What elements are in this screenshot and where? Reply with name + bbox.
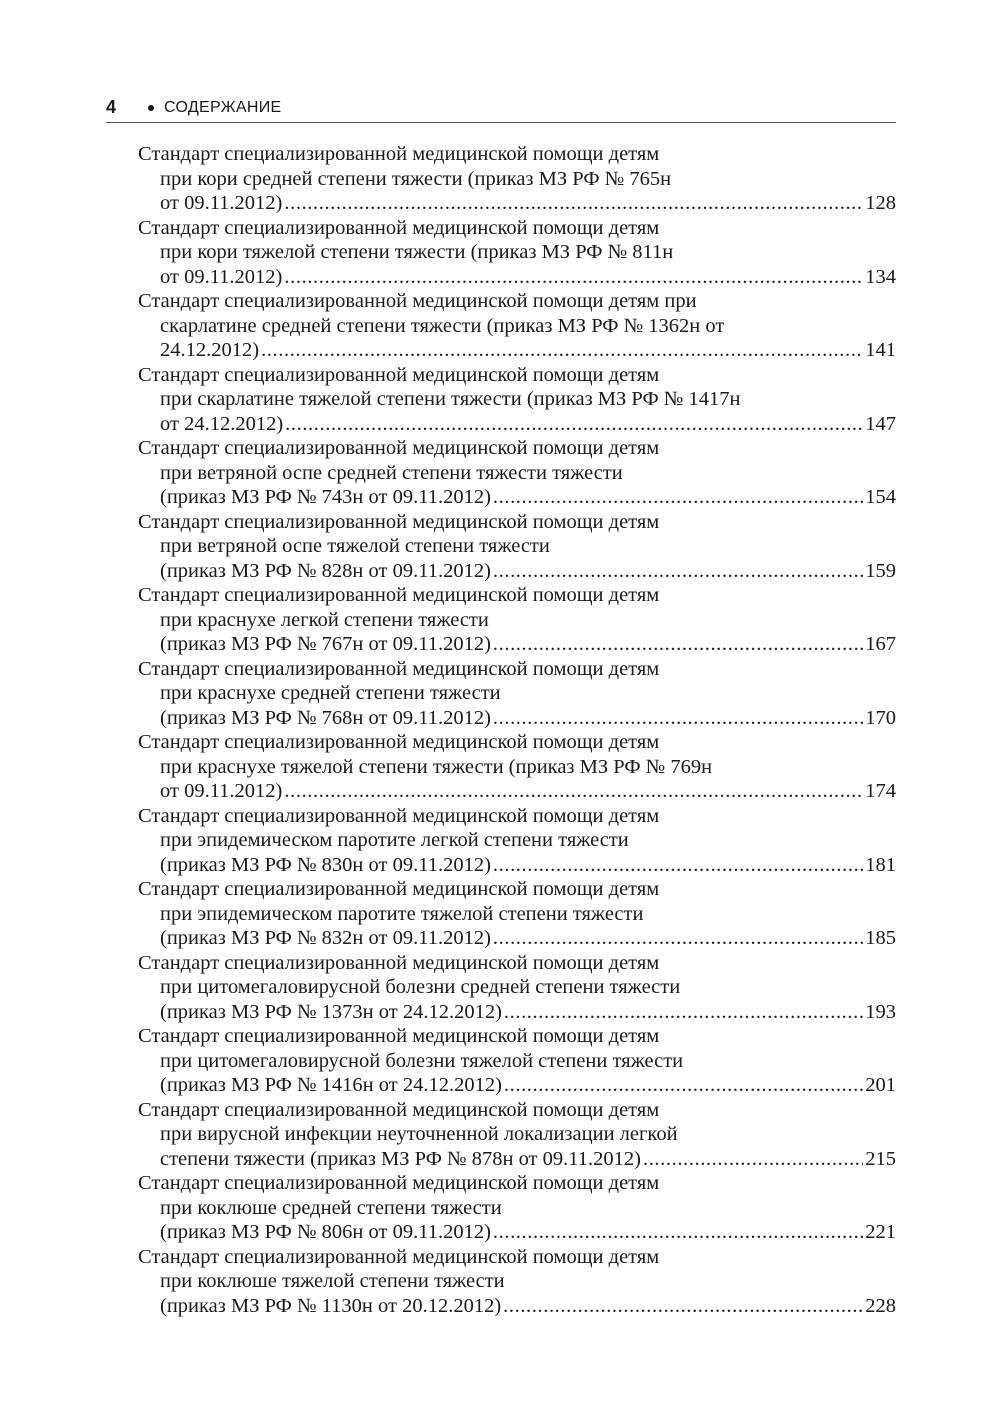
toc-entry[interactable] [138,951,896,1025]
dot-leader [493,706,863,731]
table-of-contents [138,142,896,1318]
toc-entry-line: при ветряной оспе средней степени тяжести тяжести [160,461,623,484]
toc-entry-last-line [138,412,896,437]
toc-entry-citation: (приказ МЗ РФ № 767н от 09.11.2012) [160,633,491,655]
toc-entry-last-line [138,926,896,951]
toc-entry-last-line [138,338,896,363]
toc-entry-last-line [138,191,896,216]
toc-entry-line: Стандарт специализированной медицинской помощи детям [138,1025,660,1047]
toc-entry-line: Стандарт специализированной медицинской помощи детям [138,1098,660,1121]
toc-entry-line: Стандарт специализированной медицинской помощи детям при [138,290,697,312]
toc-page-number[interactable]: 215 [865,1147,896,1170]
toc-page-number[interactable]: 181 [865,853,896,876]
toc-entry[interactable] [138,436,896,510]
toc-entry-line: Стандарт специализированной медицинской помощи детям [138,437,660,459]
toc-page-number[interactable]: 201 [865,1074,896,1096]
toc-entry[interactable] [138,657,896,731]
toc-entry-line: при цитомегаловирусной болезни тяжелой степени тяжести [160,1049,684,1072]
toc-entry-line: при краснухе легкой степени тяжести [160,608,489,631]
toc-entry-citation: (приказ МЗ РФ № 743н от 09.11.2012) [160,486,491,508]
page-number: 4 [106,97,117,117]
dot-leader [504,1073,863,1098]
dot-leader [493,1220,863,1245]
toc-entry-citation: (приказ МЗ РФ № 832н от 09.11.2012) [160,927,491,949]
toc-page-number[interactable]: 154 [865,486,896,508]
toc-entry-last-line [138,1000,896,1025]
toc-entry-citation: (приказ МЗ РФ № 828н от 09.11.2012) [160,559,491,582]
toc-entry-citation: степени тяжести (приказ МЗ РФ № 878н от 09.11.2012) [160,1147,641,1170]
dot-leader [493,485,863,510]
toc-page-number[interactable]: 134 [865,265,896,288]
toc-entry[interactable] [138,1245,896,1319]
toc-entry[interactable] [138,289,896,363]
toc-entry-line: при краснухе тяжелой степени тяжести (приказ МЗ РФ № 769н [160,755,713,778]
toc-entry-line: Стандарт специализированной медицинской помощи детям [138,143,660,165]
dot-leader [493,632,863,657]
toc-entry[interactable] [138,216,896,290]
toc-entry-line: при ветряной оспе тяжелой степени тяжести [160,535,550,557]
toc-entry-citation: от 24.12.2012) [160,412,284,435]
toc-entry-last-line [138,853,896,878]
toc-entry-citation: (приказ МЗ РФ № 830н от 09.11.2012) [160,853,491,876]
dot-leader [285,412,863,437]
bullet-icon [148,105,154,111]
toc-entry-line: при эпидемическом паротите легкой степени тяжести [160,829,629,851]
toc-entry-line: Стандарт специализированной медицинской помощи детям [138,216,660,239]
toc-entry[interactable] [138,804,896,878]
toc-page-number[interactable]: 141 [865,339,896,361]
dot-leader [284,191,863,216]
toc-entry[interactable] [138,363,896,437]
toc-entry-line: Стандарт специализированной медицинской помощи детям [138,951,660,974]
dot-leader [284,779,863,804]
toc-entry-line: Стандарт специализированной медицинской помощи детям [138,731,660,753]
section-title: СОДЕРЖАНИЕ [164,99,282,116]
toc-entry[interactable] [138,1098,896,1172]
toc-entry[interactable] [138,1171,896,1245]
toc-page-number[interactable]: 185 [865,927,896,949]
toc-entry-line: при скарлатине тяжелой степени тяжести (приказ МЗ РФ № 1417н [160,388,741,410]
running-header [106,96,896,123]
toc-page-number[interactable]: 221 [865,1221,896,1243]
toc-entry-last-line [138,1294,896,1319]
toc-entry[interactable] [138,730,896,804]
toc-entry-citation: (приказ МЗ РФ № 1130н от 20.12.2012) [160,1294,502,1317]
toc-entry[interactable] [138,510,896,584]
toc-page-number[interactable]: 174 [865,780,896,802]
toc-page-number[interactable]: 228 [865,1294,896,1317]
toc-entry-line: при вирусной инфекции неуточненной локализации легкой [160,1123,678,1145]
dot-leader [284,265,863,290]
dot-leader [493,926,863,951]
dot-leader [643,1147,863,1172]
toc-entry-line: Стандарт специализированной медицинской помощи детям [138,510,660,533]
toc-entry-line: при цитомегаловирусной болезни средней степени тяжести [160,976,681,998]
toc-page-number[interactable]: 128 [865,192,896,214]
toc-entry-citation: (приказ МЗ РФ № 1373н от 24.12.2012) [160,1000,502,1023]
toc-entry-line: Стандарт специализированной медицинской помощи детям [138,878,660,900]
dot-leader [504,1000,863,1025]
toc-entry-citation: 24.12.2012) [160,339,260,361]
toc-entry-line: скарлатине средней степени тяжести (приказ МЗ РФ № 1362н от [160,314,725,337]
dot-leader [503,1294,863,1319]
toc-entry-last-line [138,1220,896,1245]
toc-entry-line: Стандарт специализированной медицинской помощи детям [138,1245,660,1268]
toc-page-number[interactable]: 193 [865,1000,896,1023]
toc-entry-last-line [138,559,896,584]
toc-entry-line: при кори тяжелой степени тяжести (приказ МЗ РФ № 811н [160,241,674,263]
toc-entry-line: при эпидемическом паротите тяжелой степени тяжести [160,902,644,925]
toc-entry-line: Стандарт специализированной медицинской помощи детям [138,584,660,606]
toc-page-number[interactable]: 167 [865,633,896,655]
toc-entry-last-line [138,779,896,804]
toc-entry-line: Стандарт специализированной медицинской помощи детям [138,1172,660,1194]
toc-entry-line: при коклюше средней степени тяжести [160,1196,502,1219]
dot-leader [493,853,863,878]
toc-entry[interactable] [138,142,896,216]
toc-entry-citation: от 09.11.2012) [160,265,283,288]
toc-entry[interactable] [138,877,896,951]
toc-entry-citation: (приказ МЗ РФ № 768н от 09.11.2012) [160,706,491,729]
toc-entry-last-line [138,485,896,510]
toc-entry-citation: от 09.11.2012) [160,780,283,802]
toc-entry-last-line [138,706,896,731]
toc-page-number[interactable]: 147 [865,412,896,435]
toc-entry-citation: (приказ МЗ РФ № 1416н от 24.12.2012) [160,1074,502,1096]
toc-page-number[interactable]: 170 [865,706,896,729]
toc-entry-line: Стандарт специализированной медицинской помощи детям [138,363,660,386]
toc-entry-last-line [138,1073,896,1098]
toc-entry-last-line [138,265,896,290]
toc-entry-line: при коклюше тяжелой степени тяжести [160,1270,505,1292]
toc-entry-last-line [138,1147,896,1172]
toc-entry[interactable] [138,583,896,657]
toc-entry-last-line [138,632,896,657]
toc-page-number[interactable]: 159 [865,559,896,582]
toc-entry-citation: (приказ МЗ РФ № 806н от 09.11.2012) [160,1221,491,1243]
dot-leader [493,559,863,584]
toc-entry[interactable] [138,1024,896,1098]
toc-entry-line: Стандарт специализированной медицинской помощи детям [138,804,660,827]
toc-entry-citation: от 09.11.2012) [160,192,283,214]
toc-entry-line: при кори средней степени тяжести (приказ МЗ РФ № 765н [160,167,672,190]
dot-leader [261,338,863,363]
toc-entry-line: Стандарт специализированной медицинской помощи детям [138,657,660,680]
toc-entry-line: при краснухе средней степени тяжести [160,682,501,704]
